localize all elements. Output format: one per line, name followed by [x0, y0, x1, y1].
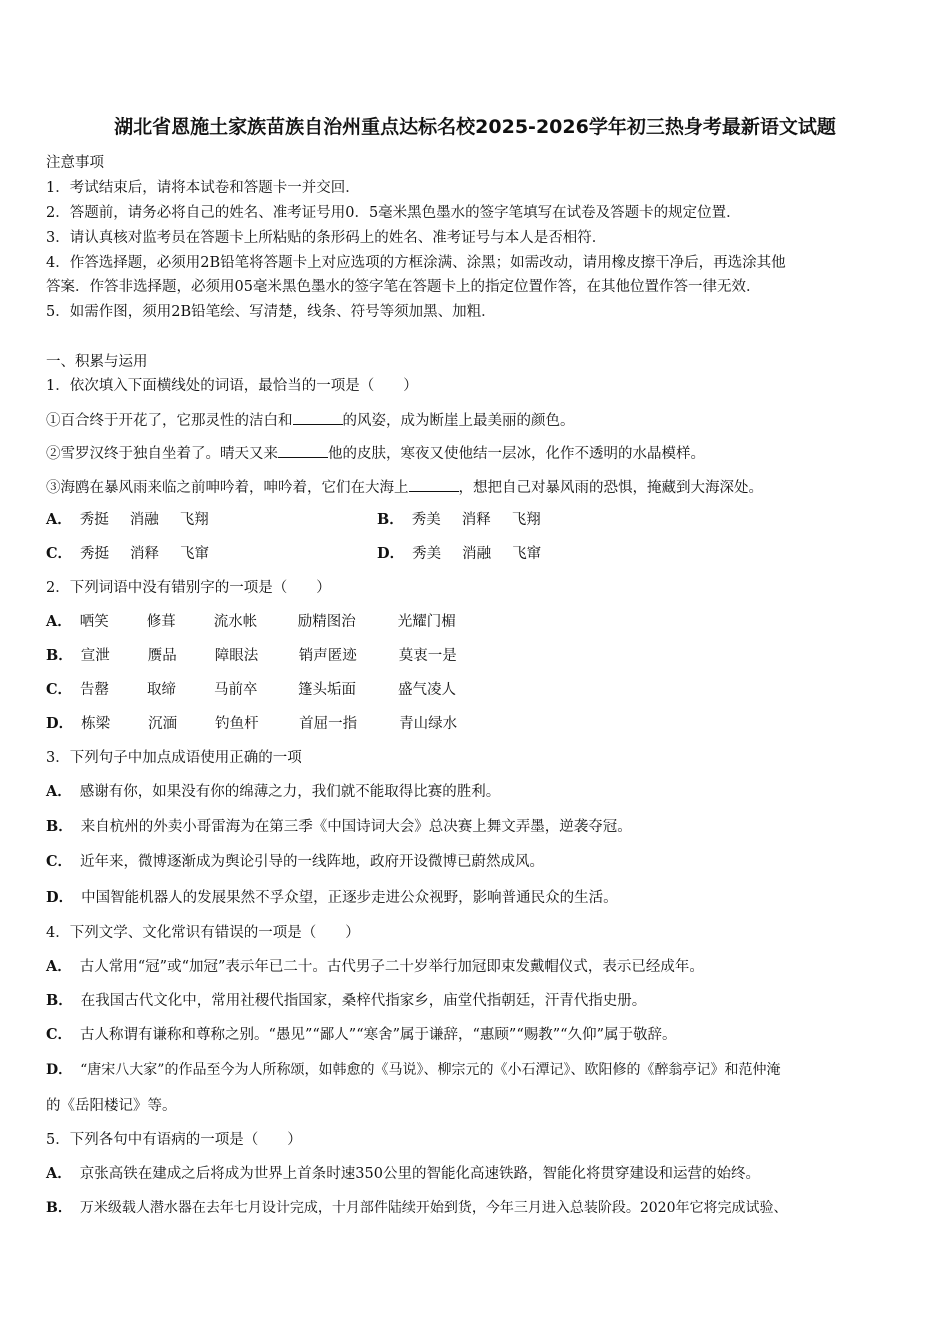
notice-item: 5．如需作图，须用2B铅笔绘、写清楚，线条、符号等须加黑、加粗． — [46, 304, 496, 320]
q1-option-d: D． 秀美 消融 飞窜 — [377, 545, 542, 562]
q5-option-b: B． 万米级载人潜水器在去年七月设计完成，十月部件陆续开始到货，今年三月进入总装阶段。2020年它将完成试验、 — [46, 1200, 788, 1216]
q1-option-b: B． 秀美 消释 飞翔 — [377, 511, 541, 528]
notice-item: 2．答题前，请务必将自己的姓名、准考证号用0．5毫米黑色墨水的签字笔填写在试卷及答题卡的规定位置． — [46, 205, 741, 221]
notice-item: 4．作答选择题，必须用2B铅笔将答题卡上对应选项的方框涂满、涂黑；如需改动，请用橡皮擦干净后，再选涂其他 — [46, 255, 786, 271]
section-heading: 一、积累与运用 — [46, 354, 148, 370]
page-title: 湖北省恩施土家族苗族自治州重点达标名校2025-2026学年初三热身考最新语文试题 — [114, 116, 836, 138]
notice-item: 3．请认真核对监考员在答题卡上所粘贴的条形码上的姓名、准考证号与本人是否相符． — [46, 230, 607, 246]
notice-item: 答案．作答非选择题，必须用05毫米黑色墨水的签字笔在答题卡上的指定位置作答，在其他位置作答一律无效． — [46, 279, 761, 295]
q3-option-a: A． 感谢有你，如果没有你的绵薄之力，我们就不能取得比赛的胜利。 — [46, 783, 501, 800]
q2-option-d: D． 栋梁 沉湎 钓鱼杆 首屈一指 青山绿水 — [46, 715, 458, 732]
question-stem: 1．依次填入下面横线处的词语，最恰当的一项是（ ） — [46, 378, 418, 394]
question-stem: 4．下列文学、文化常识有错误的一项是（ ） — [46, 925, 360, 941]
sentence-1: ①百合终于开花了，它那灵性的洁白和 的风姿，成为断崖上最美丽的颜色。 — [46, 410, 575, 431]
blank-line — [293, 410, 343, 425]
q1-option-a: A． 秀挺 消融 飞翔 — [46, 511, 209, 528]
q4-option-a: A． 古人常用“冠”或“加冠”表示年已二十。古代男子二十岁举行加冠即束发戴帽仪式，表示已经成年。 — [46, 958, 704, 975]
q3-option-b: B． 来自杭州的外卖小哥雷海为在第三季《中国诗词大会》总决赛上舞文弄墨，逆袭夺冠。 — [46, 818, 632, 835]
q2-option-b: B． 宣泄 赝品 障眼法 销声匿迹 莫衷一是 — [46, 647, 457, 664]
q4-option-c: C． 古人称谓有谦称和尊称之别。“愚见”“鄙人”“寒舍”属于谦辞，“惠顾”“赐教”“久仰”属于敬辞。 — [46, 1026, 677, 1043]
notice-heading: 注意事项 — [46, 155, 104, 171]
q2-option-a: A． 哂笑 修葺 流水帐 励精图治 光耀门楣 — [46, 613, 456, 630]
sentence-3: ③海鸥在暴风雨来临之前呻吟着，呻吟着，它们在大海上 ，想把自己对暴风雨的恐惧，掩藏到大海深处。 — [46, 477, 763, 498]
q2-option-c: C． 告罄 取缔 马前卒 篷头垢面 盛气凌人 — [46, 681, 457, 698]
q4-option-d-continuation: 的《岳阳楼记》等。 — [46, 1098, 177, 1114]
question-stem: 2．下列词语中没有错别字的一项是（ ） — [46, 580, 331, 596]
question-stem: 5．下列各句中有语病的一项是（ ） — [46, 1132, 302, 1148]
notice-item: 1．考试结束后，请将本试卷和答题卡一并交回． — [46, 180, 360, 196]
q4-option-d: D． “唐宋八大家”的作品至今为人所称颂，如韩愈的《马说》、柳宗元的《小石潭记》、欧阳修的《醉翁亭记》和范仲淹 — [46, 1062, 781, 1078]
blank-line — [278, 443, 328, 458]
question-stem: 3．下列句子中加点成语使用正确的一项 — [46, 750, 302, 766]
q5-option-a: A． 京张高铁在建成之后将成为世界上首条时速350公里的智能化高速铁路，智能化将贯穿建设和运营的始终。 — [46, 1165, 760, 1182]
blank-line — [409, 477, 459, 492]
q3-option-c: C． 近年来，微博逐渐成为舆论引导的一线阵地，政府开设微博已蔚然成风。 — [46, 853, 545, 870]
q3-option-d: D． 中国智能机器人的发展果然不孚众望，正逐步走进公众视野，影响普通民众的生活。 — [46, 889, 618, 906]
q4-option-b: B． 在我国古代文化中，常用社稷代指国家，桑梓代指家乡，庙堂代指朝廷，汗青代指史册。 — [46, 992, 647, 1009]
q1-option-c: C． 秀挺 消释 飞窜 — [46, 545, 210, 562]
sentence-2: ②雪罗汉终于独自坐着了。晴天又来 他的皮肤，寒夜又使他结一层冰，化作不透明的水晶模样。 — [46, 443, 705, 464]
